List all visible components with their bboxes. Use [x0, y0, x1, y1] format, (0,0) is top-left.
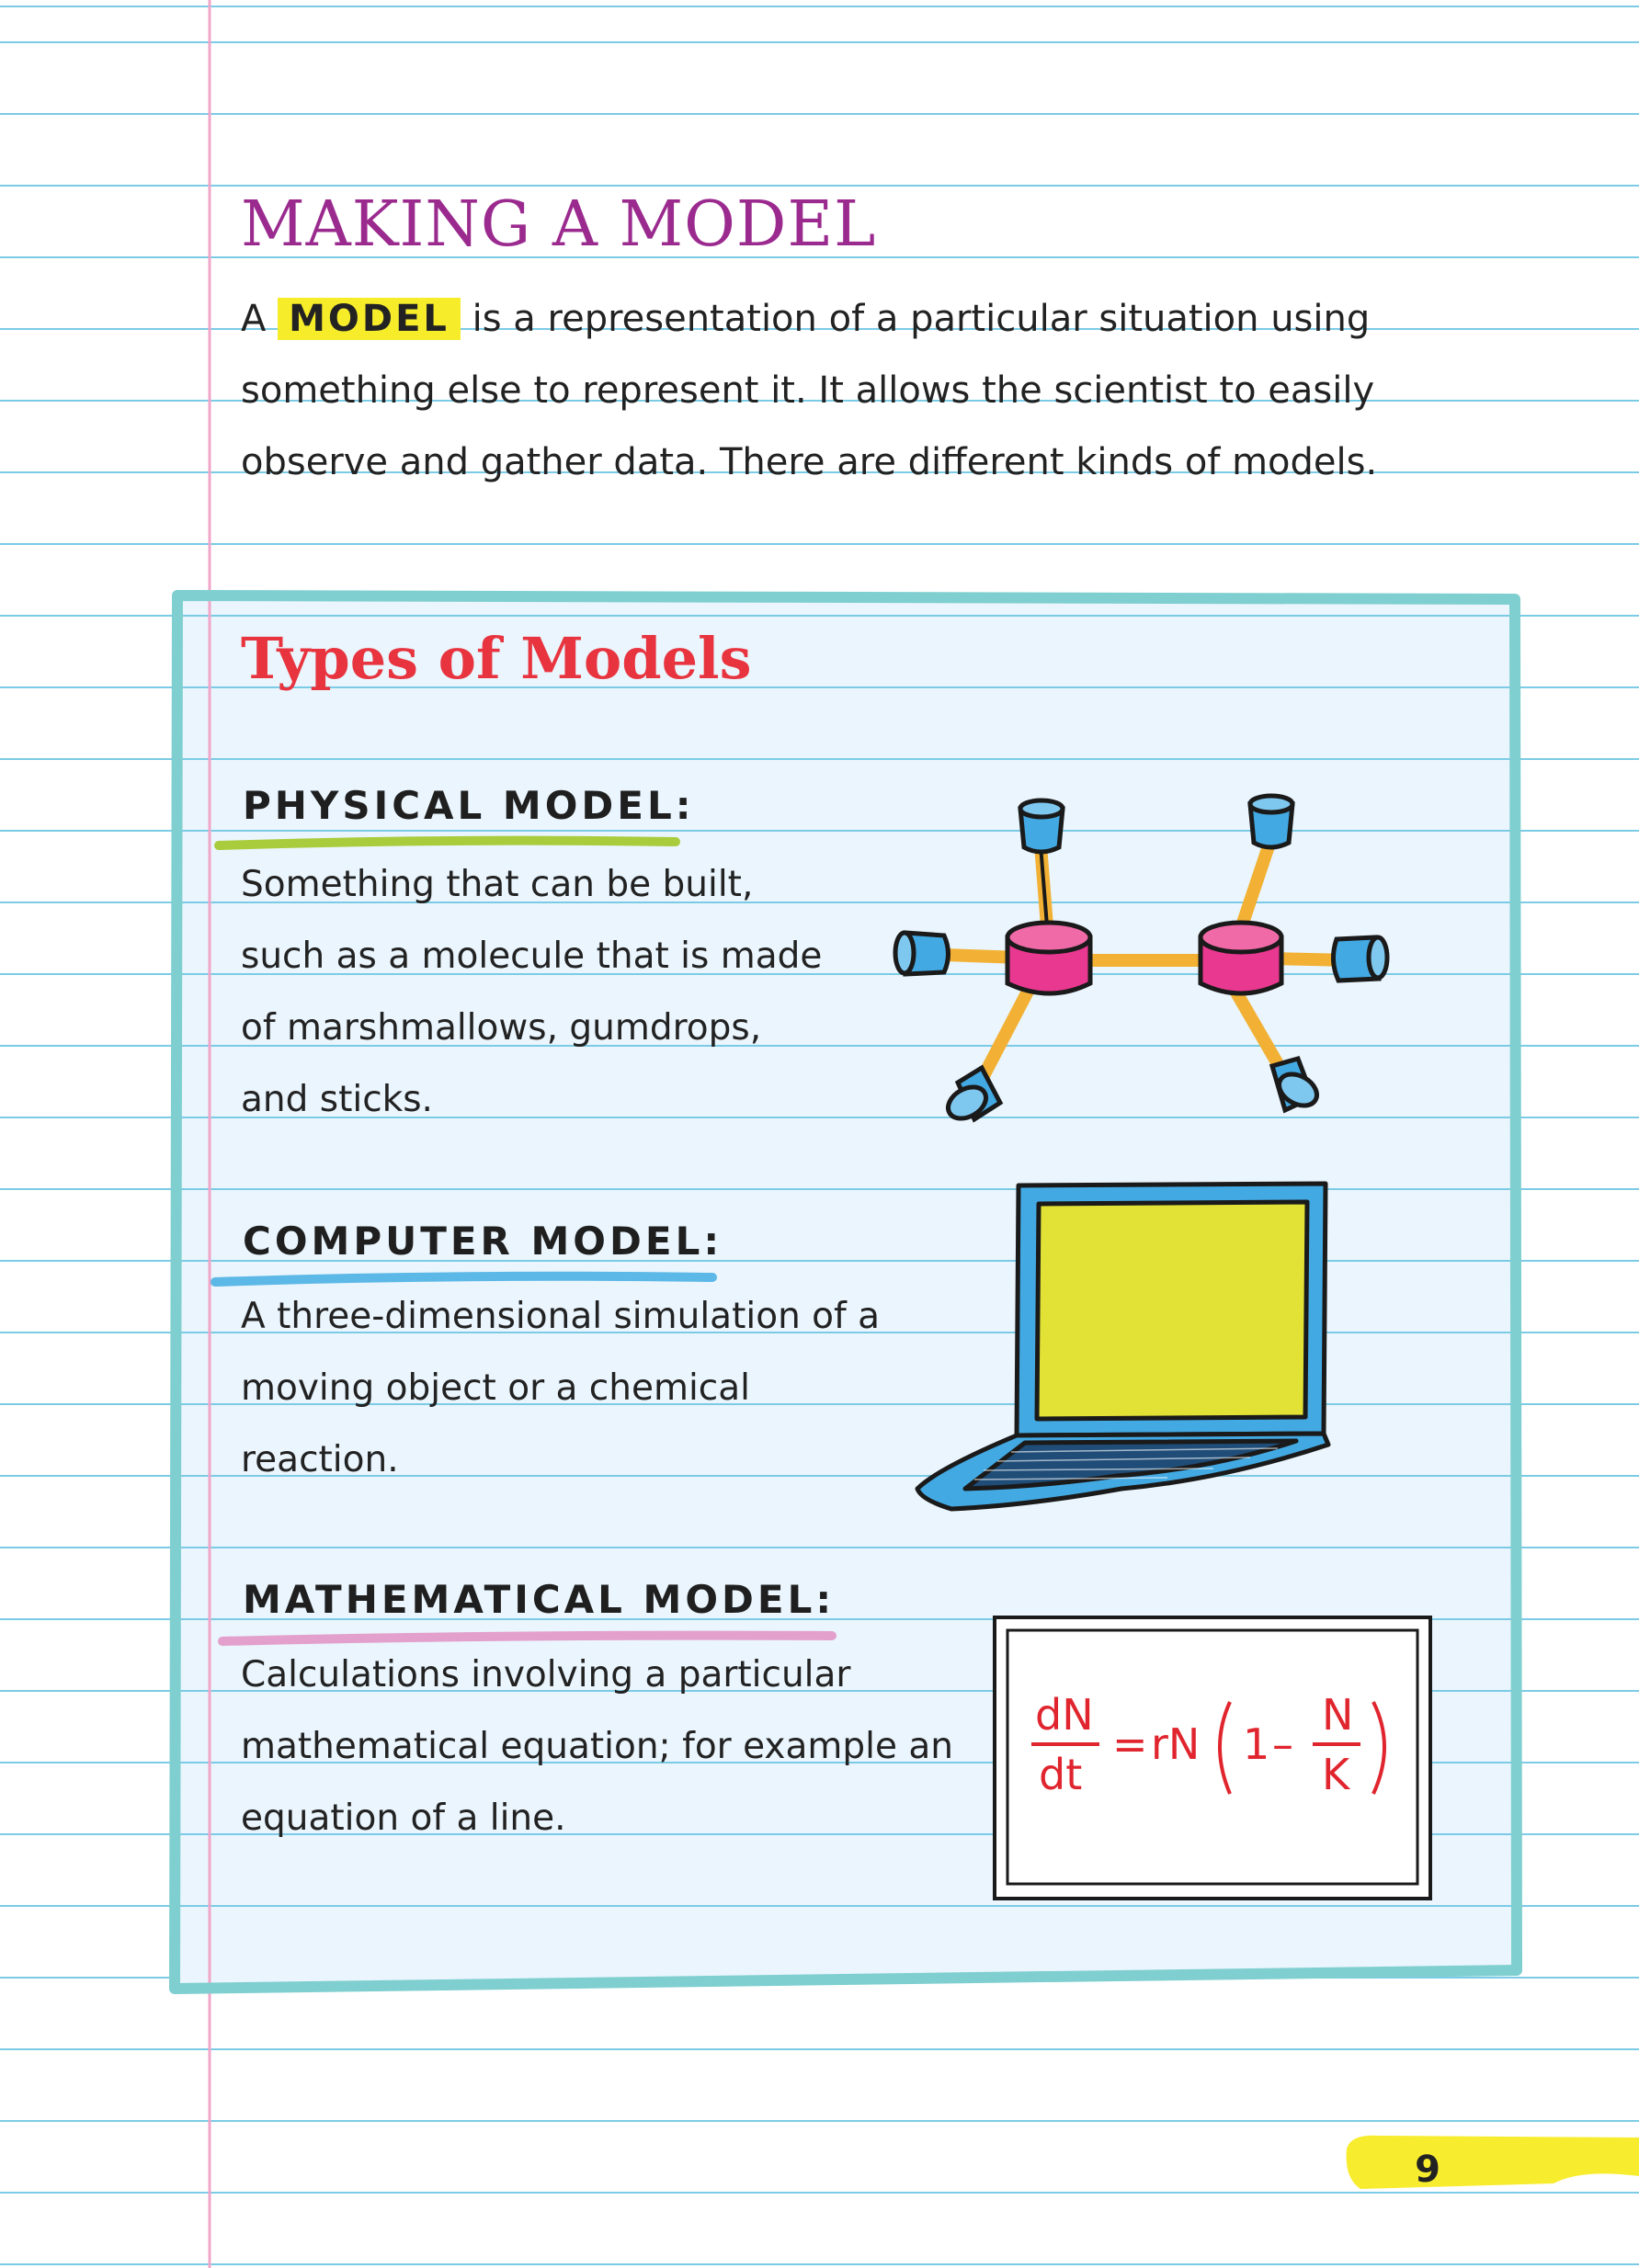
laptop-illustration: [864, 1176, 1370, 1525]
page-number: 9: [1415, 2149, 1440, 2191]
box-title: Types of Models: [241, 625, 752, 692]
physical-model-heading: PHYSICAL MODEL:: [243, 783, 695, 828]
page-title: MAKING A MODEL: [241, 188, 877, 261]
model-term-highlight: MODEL: [278, 298, 461, 340]
eq-n: N: [1322, 1690, 1354, 1740]
mathematical-model-heading: MATHEMATICAL MODEL:: [243, 1577, 836, 1622]
eq-rn: rN: [1151, 1719, 1201, 1769]
computer-model-text: A three-dimensional simulation of a moving object or a chemical reaction.: [241, 1296, 881, 1480]
eq-one: 1: [1243, 1719, 1270, 1769]
eq-equals: =: [1112, 1719, 1148, 1769]
eq-minus: –: [1272, 1719, 1293, 1769]
equation-board: [989, 1610, 1436, 1904]
computer-model-heading: COMPUTER MODEL:: [243, 1219, 723, 1264]
eq-k: K: [1322, 1750, 1350, 1799]
intro-paragraph: A MODEL is a representation of a particular situation using something else to represent it. It allows the scientist to easily observe and gather data. There are different kinds of models.: [241, 298, 1378, 483]
eq-dn: dN: [1035, 1690, 1094, 1740]
mathematical-model-text: Calculations involving a particular mathematical equation; for example an equation of a line.: [241, 1654, 953, 1839]
molecule-illustration: [882, 790, 1397, 1140]
eq-dt: dt: [1039, 1750, 1083, 1799]
physical-model-text: Something that can be built, such as a molecule that is made of marshmallows, gumdrops, and sticks.: [241, 864, 823, 1120]
